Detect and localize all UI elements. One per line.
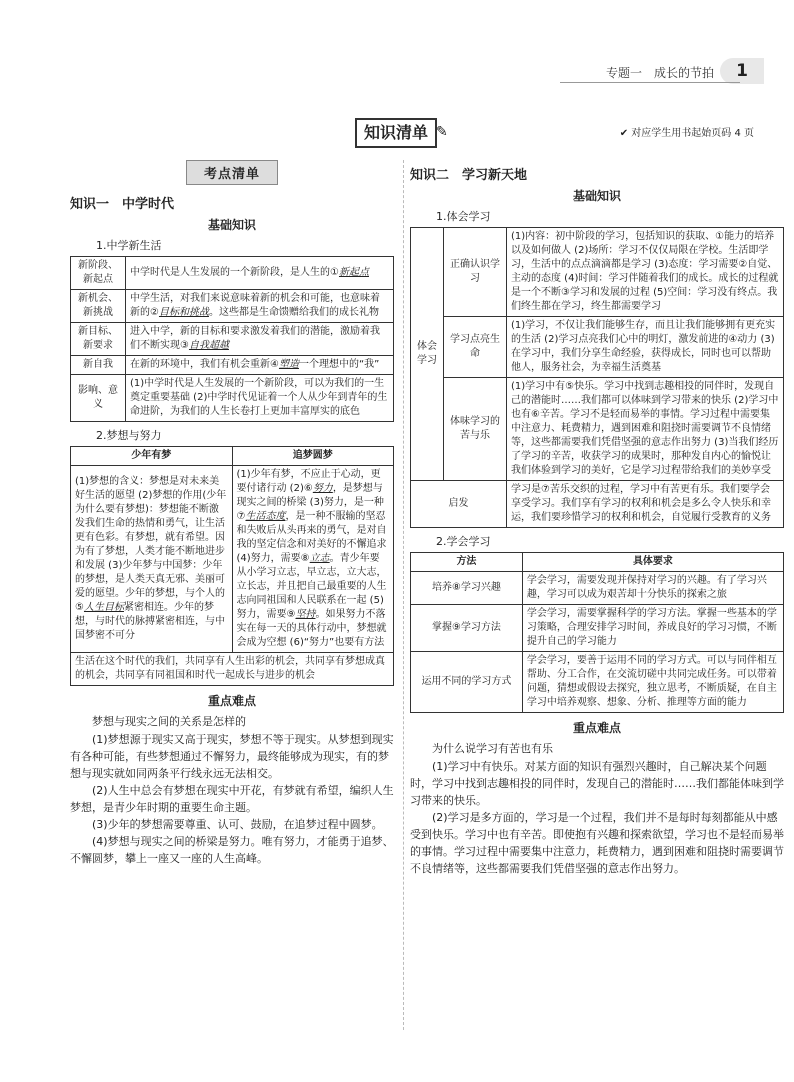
answer-7: 生活态度 — [245, 511, 286, 522]
row-content — [126, 257, 394, 290]
basic-knowledge-heading: 基础知识 — [207, 218, 256, 232]
answer-blank: 目标和挑战 — [158, 307, 209, 318]
table-row — [411, 378, 784, 481]
table-row — [411, 481, 784, 528]
row-label: 启发 — [411, 481, 507, 528]
answer-8: 立志 — [309, 553, 330, 564]
knowledge-one-title: 知识一 中学时代 — [70, 197, 175, 212]
key-question: 为什么说学习有苦也有乐 — [432, 742, 553, 755]
effort-text-5: 。如果努力不落实在每一天的具体行动中，梦想就会成为空想 (6)“努力”也要有方法 — [236, 609, 387, 648]
knowledge-two-title: 知识二 学习新天地 — [410, 168, 528, 183]
method-label: 培养⑧学习兴趣 — [411, 572, 523, 605]
row-label: 新阶段、新起点 — [71, 257, 126, 290]
section-experience-learning: 1.体会学习 — [436, 210, 491, 223]
table-row — [411, 317, 784, 378]
effort-text-3: ，是一种不服输的坚忍和失败后从头再来的勇气，是对自我的坚定信念和对美好的不懈追求 (4)努力，需要⑧ — [236, 511, 387, 564]
row-label: 影响、意义 — [71, 375, 126, 422]
row-text: 在新的环境中，我们有机会重新④ — [130, 359, 279, 370]
section-new-life: 1.中学新生活 — [96, 239, 162, 252]
reference-note: ✔ 对应学生用书起始页码 4 页 — [619, 128, 754, 139]
table-row — [411, 572, 784, 605]
row-label: 新自我 — [71, 356, 126, 375]
basic-knowledge-heading: 基础知识 — [572, 189, 621, 203]
answer-blank: 塑造 — [278, 359, 299, 370]
section-learn-to-learn: 2.学会学习 — [436, 535, 491, 548]
chapter-title: 专题一 成长的节拍 — [605, 66, 714, 80]
row-label: 新目标、新要求 — [71, 323, 126, 356]
header-rule — [560, 82, 740, 83]
row-content — [126, 323, 394, 356]
row-text: (1)中学时代是人生发展的一个新阶段，可以为我们的一生奠定重要基础 (2)中学时代见证着一个人从少年到青年的生命进阶，为我们的人生长卷打上更加丰富厚实的底色 — [130, 378, 388, 417]
row-text-tail: 一个理想中的“我” — [298, 359, 380, 370]
row-content — [126, 375, 394, 422]
table-row — [71, 323, 394, 356]
column-divider — [403, 160, 404, 1030]
table-row — [411, 228, 784, 317]
answer-6: 努力 — [312, 483, 333, 494]
key-points-heading: 重点难点 — [572, 721, 621, 735]
method-col-header-2: 具体要求 — [522, 553, 783, 572]
table-row — [411, 652, 784, 713]
table-row — [71, 290, 394, 323]
row-text: 中学时代是人生发展的一个新阶段，是人生的① — [130, 267, 339, 278]
row-content — [126, 356, 394, 375]
method-label: 掌握⑨学习方法 — [411, 605, 523, 652]
dream-table — [70, 446, 394, 686]
dream-cell-right — [232, 466, 394, 653]
dream-text-tail: 紧密相连。少年的梦想，与时代的脉搏紧密相连，与中国梦密不可分 — [75, 602, 225, 641]
answer-5: 人生目标 — [83, 602, 124, 613]
notebook-icon: ✎ — [436, 124, 448, 140]
dream-col-header-1: 少年有梦 — [71, 447, 233, 466]
row-content — [126, 290, 394, 323]
method-content: 学会学习，要善于运用不同的学习方式。可以与同伴相互帮助、分工合作，在交流切磋中共同完成任务。可以带着问题，猜想或假设去探究，独立思考，不断质疑，在自主学习中培养观察、想象、分析、推理等方面的能力 — [522, 652, 783, 713]
effort-text-1: (1)少年有梦，不应止于心动，更要付诸行动 (2)⑥ — [236, 469, 381, 494]
method-label: 运用不同的学习方式 — [411, 652, 523, 713]
answer-paragraph: (2)人生中总会有梦想在现实中开花，有梦就有希望，编织人生梦想，是青少年时期的重要生命主题。 — [70, 784, 394, 814]
answer-blank: 新起点 — [338, 267, 369, 278]
answer-paragraph: (3)少年的梦想需要尊重、认可、鼓励，在追梦过程中圆梦。 — [92, 818, 383, 831]
effort-text-2: ，是梦想与现实之间的桥梁 (3)努力，是一种⑦ — [236, 483, 384, 522]
table-row — [71, 257, 394, 290]
row-content: 学习是⑦苦乐交织的过程，学习中有苦更有乐。我们要学会享受学习。我们享有学习的权利和机会是多么令人快乐和幸运，我们要珍惜学习的权利和机会，自觉履行受教育的义务 — [507, 481, 784, 528]
new-life-table — [70, 256, 394, 422]
dream-text: (1)梦想的含义：梦想是对未来美好生活的愿望 (2)梦想的作用(少年为什么要有梦想)：梦想能不断激发我们生命的热情和勇气，让生活更有色彩。有梦想，就有希望。因为有了梦想，人类才能不断地进步和发展 (3)少年梦与中国梦：少年的梦想，是人类天真无邪、美丽可爱的愿望。少年的梦想，与个人的⑤ — [75, 476, 227, 613]
table-row — [411, 605, 784, 652]
answer-blank: 自我超越 — [188, 340, 229, 351]
answer-9: 坚持 — [295, 609, 316, 620]
page-number: 1 — [720, 58, 764, 84]
answer-paragraph: (1)梦想源于现实又高于现实，梦想不等于现实。从梦想到现实有各种可能，有些梦想通过不懈努力，最终能够成为现实，有的梦想与现实就如同两条平行线永远无法相交。 — [70, 733, 394, 780]
page-title: 知识清单 — [355, 118, 437, 148]
row-content: (1)内容：初中阶段的学习，包括知识的获取、①能力的培养以及如何做人 (2)场所：学习不仅仅局限在学校。生活即学习，生活中的点点滴滴都是学习 (3)态度：学习需要②自觉、主动的态度 (4)时间：学习伴随着我们的成长。成长的过程就是一个不断③学习和发展的过程 (5)空间：学习没有终点。我们终生都在学习，终生都需要学习 — [507, 228, 784, 317]
row-label: 新机会、新挑战 — [71, 290, 126, 323]
row-label: 学习点亮生命 — [444, 317, 507, 378]
left-column — [70, 160, 394, 867]
table-row — [71, 356, 394, 375]
method-content: 学会学习，需要掌握科学的学习方法。掌握一些基本的学习策略，合理安排学习时间，养成良好的学习习惯，不断提升自己的学习能力 — [522, 605, 783, 652]
group-label: 体会学习 — [411, 228, 444, 481]
effort-text-4: 。青少年要从小学习立志，早立志，立大志，立长志，并且把自己最重要的人生志向同祖国和人民联系在一起 (5)努力，需要⑨ — [236, 553, 387, 620]
key-question: 梦想与现实之间的关系是怎样的 — [92, 715, 246, 728]
dream-col-header-2: 追梦圆梦 — [232, 447, 394, 466]
row-content: (1)学习中有⑤快乐。学习中找到志趣相投的同伴时，发现自己的潜能时……我们都可以体味到学习带来的快乐 (2)学习中也有⑥辛苦。学习不是轻而易举的事情。学习过程中需要集中注意力、耗费精力，遇到困难和阻挠时需要调节不良情绪等，这些都需要我们凭借坚强的意志作出努力 (3)当我们经历了学习的辛苦，收获学习的成果时，那种发自内心的愉悦让我们体验到学习的美好，它是学习过程带给我们的美妙享受 — [507, 378, 784, 481]
section-dream-effort: 2.梦想与努力 — [96, 429, 162, 442]
dream-footer: 生活在这个时代的我们，共同享有人生出彩的机会，共同享有梦想成真的机会，共同享有同祖国和时代一起成长与进步的机会 — [71, 653, 394, 686]
key-points-heading: 重点难点 — [207, 694, 256, 708]
row-label: 正确认识学习 — [444, 228, 507, 317]
dream-cell-left — [71, 466, 233, 653]
learning-table — [410, 227, 784, 528]
row-content: (1)学习，不仅让我们能够生存，而且让我们能够拥有更充实的生活 (2)学习点亮我们心中的明灯，激发前进的④动力 (3)在学习中，我们分享生命经验，获得成长，同时也可以帮助他人，服务社会，为幸福生活奠基 — [507, 317, 784, 378]
method-col-header-1: 方法 — [411, 553, 523, 572]
row-text-tail: 。这些都是生命馈赠给我们的成长礼物 — [208, 307, 379, 318]
table-row — [71, 375, 394, 422]
answer-paragraph: (2)学习是多方面的，学习是一个过程，我们并不是每时每刻都能从中感受到快乐。学习中也有辛苦。即使抱有兴趣和探索欲望，学习也不是轻而易举的事情。学习过程中需要集中注意力，耗费精力，遇到困难和阻挠时需要调节不良情绪等，这些都需要我们凭借坚强的意志作出努力。 — [410, 811, 784, 875]
row-text: 中学生活，对我们来说意味着新的机会和可能，也意味着新的② — [130, 293, 380, 318]
answer-paragraph: (4)梦想与现实之间的桥梁是努力。唯有努力，才能勇于追梦、不懈圆梦，攀上一座又一座的人生高峰。 — [70, 835, 394, 865]
section-banner: 考点清单 — [186, 160, 278, 185]
row-label: 体味学习的苦与乐 — [444, 378, 507, 481]
row-text: 进入中学，新的目标和要求激发着我们的潜能，激励着我们不断实现③ — [130, 326, 380, 351]
method-content: 学会学习，需要发现并保持对学习的兴趣。有了学习兴趣，学习可以成为艰苦却十分快乐的探索之旅 — [522, 572, 783, 605]
reference-text: 对应学生用书起始页码 4 页 — [631, 128, 754, 139]
right-column — [410, 160, 784, 877]
page-header — [0, 58, 794, 84]
method-table — [410, 552, 784, 713]
answer-paragraph: (1)学习中有快乐。对某方面的知识有强烈兴趣时，自己解决某个问题时，学习中找到志趣相投的同伴时，发现自己的潜能时……我们都能体味到学习带来的快乐。 — [410, 760, 784, 807]
